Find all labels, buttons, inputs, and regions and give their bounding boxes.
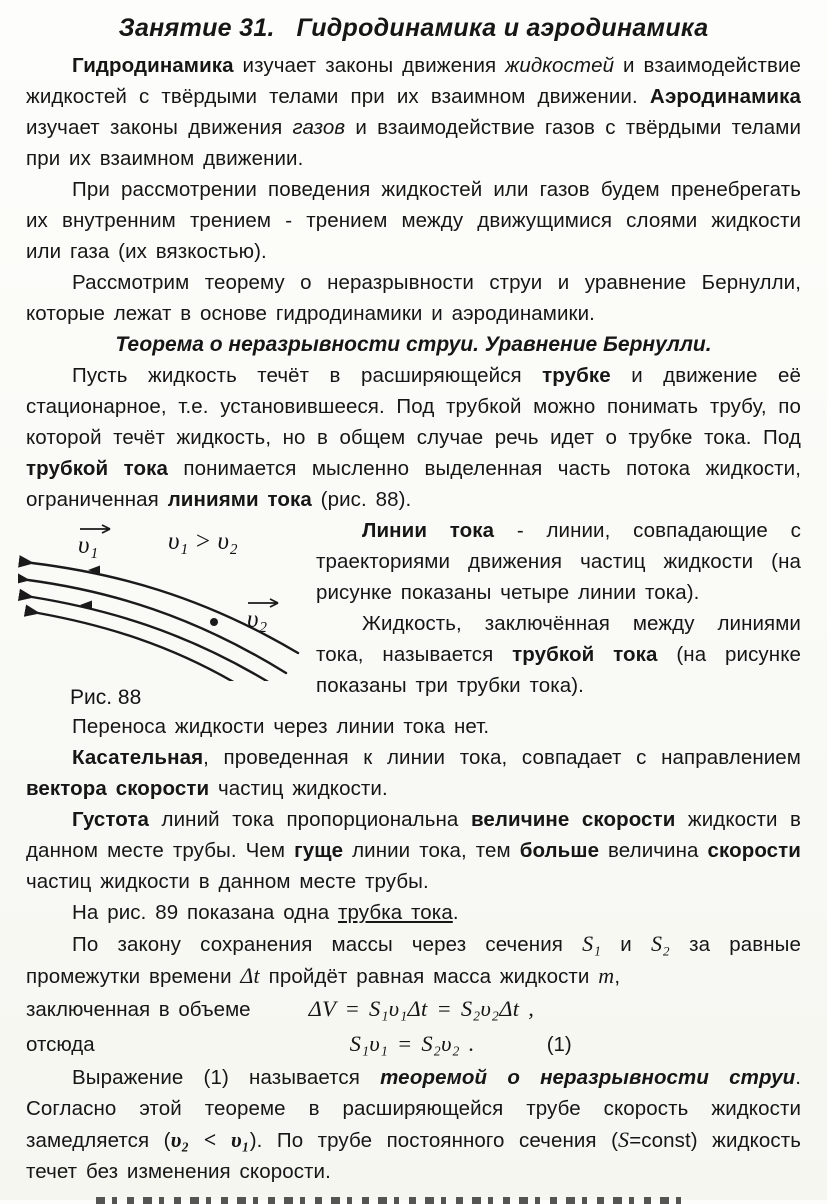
streamlines-svg <box>18 519 308 681</box>
para-tube-between-lines: Жидкость, заключённая между линиями тока, называется трубкой тока (на рисунке показаны три трубки тока). <box>316 612 801 697</box>
page-title: Занятие 31. Гидродинамика и аэродинамика <box>118 14 709 42</box>
flow-dot <box>210 618 218 626</box>
para-density-of-lines: Густота линий тока пропорциональна величине скорости жидкости в данном месте трубы. Чем гуще линии тока, тем больше величина скорости частиц жидкости в данном месте трубы. <box>26 808 802 893</box>
formula-row-continuity <box>26 1027 801 1062</box>
figure-section <box>26 515 801 711</box>
para-conclusion: Выражение (1) называется теоремой о неразрывности струи. Согласно этой теореме в расширяющейся трубе скорость жидкости замедляется (υ₂ < υ₁). По трубе постоянного сечения (S=const) жидкость течет без изменения скорости. <box>26 1066 802 1183</box>
para-intro-theorem: Рассмотрим теорему о неразрывности струи и уравнение Бернулли, которые лежат в основе гидродинамики и аэродинамики. <box>26 271 801 325</box>
formula-row-volume <box>26 992 801 1027</box>
para-no-transfer: Переноса жидкости через линии тока нет. <box>72 715 490 738</box>
para-tangent: Касательная, проведенная к линии тока, совпадает с направлением вектора скорости частиц жидкости. <box>26 746 801 800</box>
v2-label: υ₂ <box>247 606 268 633</box>
cutoff-text-remnant <box>96 1197 681 1204</box>
inequality-label: υ₁ > υ₂ <box>168 528 238 555</box>
para-hydro-aero-definition: Гидродинамика изучает законы движения жидкостей и взаимодействие жидкостей с твёрдыми телами при их взаимном движении. Аэродинамика изучает законы движения газов и взаимодействие газов с твёрдыми телами при их взаимном движении. <box>26 54 801 170</box>
equation-number: (1) <box>546 1033 572 1056</box>
v1-label: υ₁ <box>78 532 99 559</box>
para-streamlines-definition: Линии тока - линии, совпадающие с траекториями движения частиц жидкости (на рисунке показаны четыре линии тока). <box>316 519 801 604</box>
figure-88 <box>18 519 308 711</box>
para-viscosity-neglect: При рассмотрении поведения жидкостей или газов будем пренебрегать их внутренним трением - трением между движущимися слоями жидкости или газа (их вязкостью). <box>26 178 801 263</box>
para-tube-of-flow: Пусть жидкость течёт в расширяющейся трубке и движение её стационарное, т.е. установившееся. Под трубкой можно понимать трубу, по которой течёт жидкость, но в общем случае речь идет о трубке тока. Под трубкой тока понимается мысленно выделенная часть потока жидкости, ограниченная линиями тока (рис. 88). <box>26 364 802 511</box>
figure-caption: Рис. 88 <box>70 686 142 709</box>
volume-label: заключенная в объеме <box>26 998 251 1021</box>
para-mass-conservation: По закону сохранения массы через сечения S₁ и S₂ за равные промежутки времени Δt пройдёт равная масса жидкости m, <box>26 931 801 988</box>
section-heading: Теорема о неразрывности струи. Уравнение Бернулли. <box>115 333 712 356</box>
formula-volume: ΔV = S₁υ₁Δt = S₂υ₂Δt , <box>308 996 535 1021</box>
hence-label: отсюда <box>26 1033 95 1056</box>
formula-continuity: S₁υ₁ = S₂υ₂ . <box>349 1031 475 1056</box>
para-fig89-reference: На рис. 89 показана одна трубка тока. <box>72 901 459 924</box>
